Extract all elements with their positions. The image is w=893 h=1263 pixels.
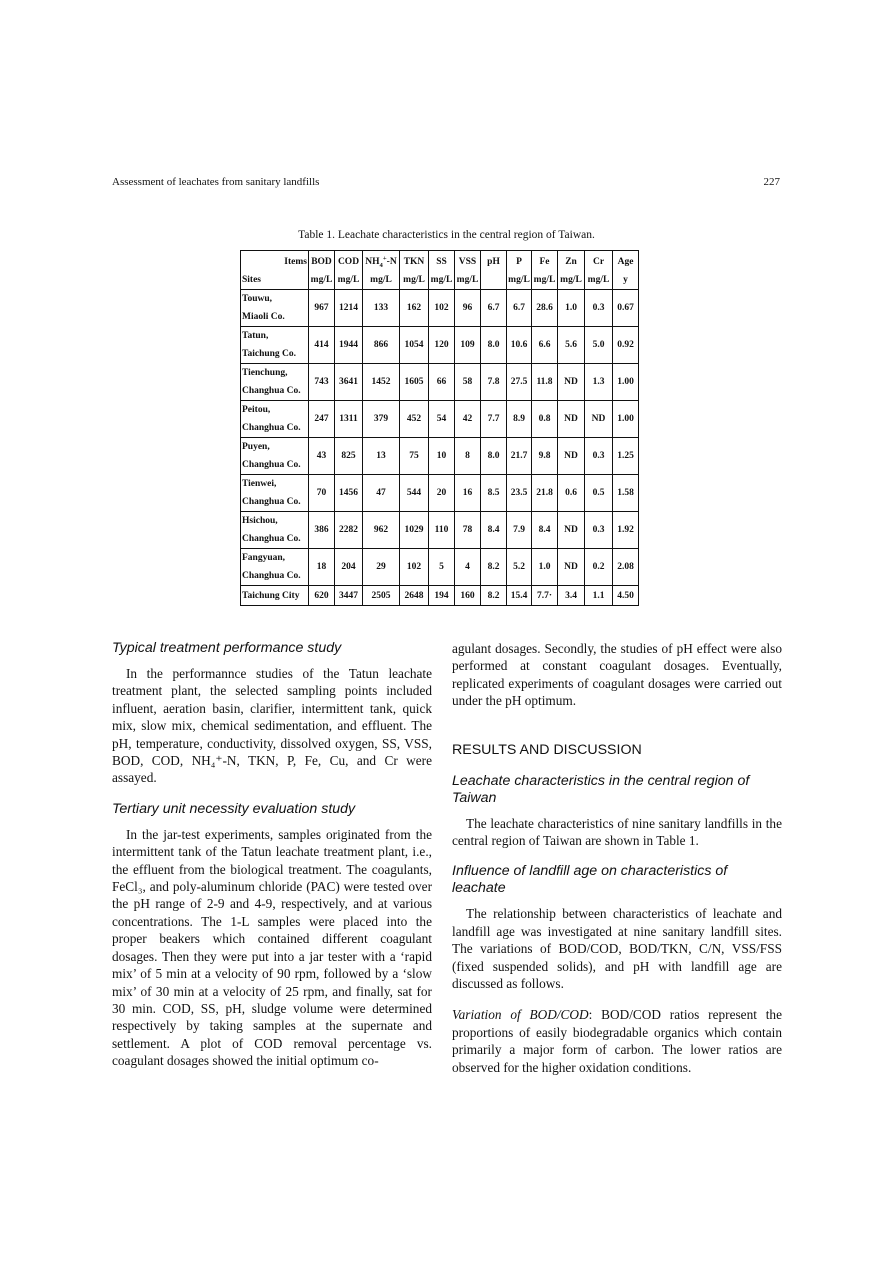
value-cell: 194 (429, 586, 455, 606)
col-header: P (507, 251, 532, 272)
value-cell: 23.5 (507, 475, 532, 512)
value-cell: 1.25 (613, 438, 639, 475)
value-cell: 379 (363, 401, 400, 438)
site-name: Tatun, (242, 331, 269, 341)
value-cell: 3.4 (558, 586, 585, 606)
col-header: Zn (558, 251, 585, 272)
col-unit: mg/L (585, 271, 613, 290)
value-cell: 10.6 (507, 327, 532, 364)
value-cell: 967 (309, 290, 335, 327)
heading-landfill-age: Influence of landfill age on characteristics of leachate (452, 863, 728, 897)
table-header-row-names (241, 251, 639, 272)
value-cell: 42 (455, 401, 481, 438)
value-cell: 8.4 (481, 512, 507, 549)
value-cell: 21.7 (507, 438, 532, 475)
value-cell: 110 (429, 512, 455, 549)
table-row (241, 586, 639, 606)
value-cell: 1944 (335, 327, 363, 364)
value-cell: 0.6 (558, 475, 585, 512)
page-number: 227 (763, 176, 780, 188)
value-cell: 2505 (363, 586, 400, 606)
value-cell: 620 (309, 586, 335, 606)
running-head (112, 176, 780, 188)
table-row (241, 549, 639, 586)
value-cell: ND (558, 512, 585, 549)
col-header: COD (335, 251, 363, 272)
value-cell: 414 (309, 327, 335, 364)
value-cell: 16 (455, 475, 481, 512)
value-cell: 8.4 (532, 512, 558, 549)
site-county: Changhua Co. (242, 423, 301, 433)
site-county: Changhua Co. (242, 534, 301, 544)
value-cell: 1311 (335, 401, 363, 438)
value-cell: 0.3 (585, 438, 613, 475)
value-cell: 8.9 (507, 401, 532, 438)
site-cell (241, 586, 309, 606)
value-cell: 9.8 (532, 438, 558, 475)
value-cell: 29 (363, 549, 400, 586)
value-cell: 109 (455, 327, 481, 364)
value-cell: ND (558, 549, 585, 586)
value-cell: 11.8 (532, 364, 558, 401)
items-header: Items (241, 251, 309, 272)
value-cell: 4.50 (613, 586, 639, 606)
value-cell: 47 (363, 475, 400, 512)
value-cell: 1.58 (613, 475, 639, 512)
section-heading-results: RESULTS AND DISCUSSION (452, 741, 642, 758)
col-header: Fe (532, 251, 558, 272)
value-cell: 6.6 (532, 327, 558, 364)
table-row (241, 475, 639, 512)
col-unit: mg/L (363, 271, 400, 290)
paragraph-landfill-age: The relationship between characteristics of leachate and landfill age was investigated at nine sanitary landfill sites. The variations of BOD/COD, BOD/TKN, C/N, VSS/FSS (fixed suspended solids), and pH with landfill age are discussed as follows. (452, 906, 782, 992)
table-row (241, 364, 639, 401)
col-header: TKN (400, 251, 429, 272)
bod-cod-lead: Variation of BOD/COD (452, 1007, 589, 1023)
value-cell: 825 (335, 438, 363, 475)
value-cell: 452 (400, 401, 429, 438)
leachate-table (240, 250, 639, 606)
value-cell: 4 (455, 549, 481, 586)
col-header: Cr (585, 251, 613, 272)
site-cell (241, 438, 309, 475)
col-unit: y (613, 271, 639, 290)
col-unit: mg/L (558, 271, 585, 290)
site-county: Changhua Co. (242, 571, 301, 581)
site-county: Changhua Co. (242, 386, 301, 396)
col-unit: mg/L (455, 271, 481, 290)
site-cell (241, 364, 309, 401)
value-cell: 133 (363, 290, 400, 327)
value-cell: 78 (455, 512, 481, 549)
col-header: pH (481, 251, 507, 272)
site-name: Hsichou, (242, 516, 278, 526)
value-cell: 43 (309, 438, 335, 475)
value-cell: 8.2 (481, 586, 507, 606)
site-name: Fangyuan, (242, 553, 286, 563)
value-cell: 0.2 (585, 549, 613, 586)
value-cell: 75 (400, 438, 429, 475)
value-cell: 8.0 (481, 438, 507, 475)
value-cell: 0.5 (585, 475, 613, 512)
site-cell (241, 327, 309, 364)
value-cell: 70 (309, 475, 335, 512)
col-header: $NH_4^+-N$ (363, 251, 400, 272)
value-cell: 28.6 (532, 290, 558, 327)
value-cell: 20 (429, 475, 455, 512)
paragraph-performance-study: In the performannce studies of the Tatun leachate treatment plant, the selected sampling points included influent, aeration basin, clarifier, intermittent tank, quick mix, slow mix, chemical sedimentation, and effluent. The pH, temperature, conductivity, dissolved oxygen, SS, VSS, BOD, COD, NH₄⁺-N, TKN, P, Fe, Cu, and Cr were assayed. (112, 666, 432, 786)
value-cell: 386 (309, 512, 335, 549)
site-cell (241, 549, 309, 586)
value-cell: 1456 (335, 475, 363, 512)
value-cell: 6.7 (507, 290, 532, 327)
col-unit: mg/L (335, 271, 363, 290)
value-cell: 5 (429, 549, 455, 586)
value-cell: 102 (429, 290, 455, 327)
value-cell: 5.0 (585, 327, 613, 364)
value-cell: 1.0 (558, 290, 585, 327)
col-unit: mg/L (507, 271, 532, 290)
value-cell: 96 (455, 290, 481, 327)
table-row (241, 327, 639, 364)
value-cell: 8.2 (481, 549, 507, 586)
site-name: Peitou, (242, 405, 271, 415)
site-cell (241, 401, 309, 438)
value-cell: 0.92 (613, 327, 639, 364)
value-cell: 0.67 (613, 290, 639, 327)
running-title: Assessment of leachates from sanitary landfills (112, 176, 320, 188)
value-cell: 0.3 (585, 512, 613, 549)
value-cell: 962 (363, 512, 400, 549)
value-cell: 58 (455, 364, 481, 401)
value-cell: 54 (429, 401, 455, 438)
value-cell: 544 (400, 475, 429, 512)
table-row (241, 290, 639, 327)
heading-tertiary-unit: Tertiary unit necessity evaluation study (112, 800, 356, 817)
value-cell: 2.08 (613, 549, 639, 586)
site-county: Miaoli Co. (242, 312, 285, 322)
value-cell: ND (585, 401, 613, 438)
left-column (112, 640, 432, 1070)
value-cell: 7.7· (532, 586, 558, 606)
value-cell: 13 (363, 438, 400, 475)
paragraph-table-reference: The leachate characteristics of nine sanitary landfills in the central region of Taiwan are shown in Table 1. (452, 815, 782, 849)
site-cell (241, 512, 309, 549)
value-cell: 7.8 (481, 364, 507, 401)
value-cell: 5.6 (558, 327, 585, 364)
value-cell: 1.0 (532, 549, 558, 586)
right-column (452, 640, 782, 1076)
value-cell: 102 (400, 549, 429, 586)
sites-header: Sites (241, 271, 309, 290)
value-cell: 160 (455, 586, 481, 606)
col-header: Age (613, 251, 639, 272)
value-cell: 66 (429, 364, 455, 401)
value-cell: 15.4 (507, 586, 532, 606)
value-cell: 1605 (400, 364, 429, 401)
table-caption: Table 1. Leachate characteristics in the central region of Taiwan. (298, 229, 595, 241)
site-cell (241, 475, 309, 512)
col-unit: mg/L (429, 271, 455, 290)
paragraph-continued: agulant dosages. Secondly, the studies of pH effect were also performed at constant coagulant dosages. Eventually, replicated experiments of coagulant dosages were carried out under the pH optimum. (452, 641, 782, 709)
col-unit (481, 271, 507, 290)
value-cell: 7.9 (507, 512, 532, 549)
paragraph-jar-test: In the jar-test experiments, samples originated from the intermittent tank of the Tatun leachate treatment plant, i.e., the effluent from the biological treatment. The coagulants, FeCl₃, and poly-aluminum chloride (PAC) were tested over the pH range of 2-9 and 4-9, respectively, and at various concentrations. The 1-L samples were placed into the proper beakers which contained different coagulant dosages. Then they were put into a jar tester with a ‘rapid mix’ of 5 min at a velocity of 90 rpm, followed by a ‘slow mix’ of 30 min at a velocity of 25 rpm, and finally, sat for 30 min. COD, SS, pH, sludge volume were determined respectively by taking samples at the supernate and settlement. A plot of COD removal percentage vs. coagulant dosages showed the initial optimum co- (112, 826, 432, 1069)
bod-cod-text: : BOD/COD ratios represent the proportions of easily biodegradable organics which contain primarily a major form of carbon. The lower ratios are observed for the higher oxidation conditions. (452, 1007, 782, 1075)
value-cell: 1.00 (613, 364, 639, 401)
value-cell: 1029 (400, 512, 429, 549)
table-row (241, 401, 639, 438)
value-cell: 204 (335, 549, 363, 586)
value-cell: 7.7 (481, 401, 507, 438)
value-cell: 3447 (335, 586, 363, 606)
value-cell: 866 (363, 327, 400, 364)
value-cell: 1.92 (613, 512, 639, 549)
col-header: SS (429, 251, 455, 272)
value-cell: 6.7 (481, 290, 507, 327)
value-cell: 2648 (400, 586, 429, 606)
value-cell: 8.5 (481, 475, 507, 512)
value-cell: 0.3 (585, 290, 613, 327)
site-name: Tienchung, (242, 368, 288, 378)
value-cell: 2282 (335, 512, 363, 549)
value-cell: 1.3 (585, 364, 613, 401)
value-cell: 1452 (363, 364, 400, 401)
site-name: Touwu, (242, 294, 273, 304)
site-county: Changhua Co. (242, 497, 301, 507)
heading-leachate-characteristics: Leachate characteristics in the central region of Taiwan (452, 772, 750, 806)
site-name: Taichung City (242, 590, 300, 601)
table-row (241, 512, 639, 549)
value-cell: ND (558, 401, 585, 438)
col-unit: mg/L (309, 271, 335, 290)
value-cell: ND (558, 438, 585, 475)
value-cell: 3641 (335, 364, 363, 401)
value-cell: 8 (455, 438, 481, 475)
col-unit: mg/L (400, 271, 429, 290)
value-cell: 1214 (335, 290, 363, 327)
value-cell: 1054 (400, 327, 429, 364)
col-unit: mg/L (532, 271, 558, 290)
table-header-row-units (241, 271, 639, 290)
value-cell: 162 (400, 290, 429, 327)
value-cell: 1.00 (613, 401, 639, 438)
value-cell: 247 (309, 401, 335, 438)
value-cell: 8.0 (481, 327, 507, 364)
value-cell: 743 (309, 364, 335, 401)
table-row (241, 438, 639, 475)
col-header: VSS (455, 251, 481, 272)
value-cell: 18 (309, 549, 335, 586)
site-name: Puyen, (242, 442, 270, 452)
value-cell: 27.5 (507, 364, 532, 401)
site-name: Tienwei, (242, 479, 277, 489)
value-cell: 10 (429, 438, 455, 475)
paragraph-bod-cod (452, 1006, 782, 1076)
col-header: BOD (309, 251, 335, 272)
value-cell: ND (558, 364, 585, 401)
site-cell (241, 290, 309, 327)
value-cell: 1.1 (585, 586, 613, 606)
value-cell: 0.8 (532, 401, 558, 438)
site-county: Taichung Co. (242, 349, 297, 359)
site-county: Changhua Co. (242, 460, 301, 470)
heading-typical-treatment: Typical treatment performance study (112, 640, 342, 656)
value-cell: 120 (429, 327, 455, 364)
value-cell: 5.2 (507, 549, 532, 586)
value-cell: 21.8 (532, 475, 558, 512)
